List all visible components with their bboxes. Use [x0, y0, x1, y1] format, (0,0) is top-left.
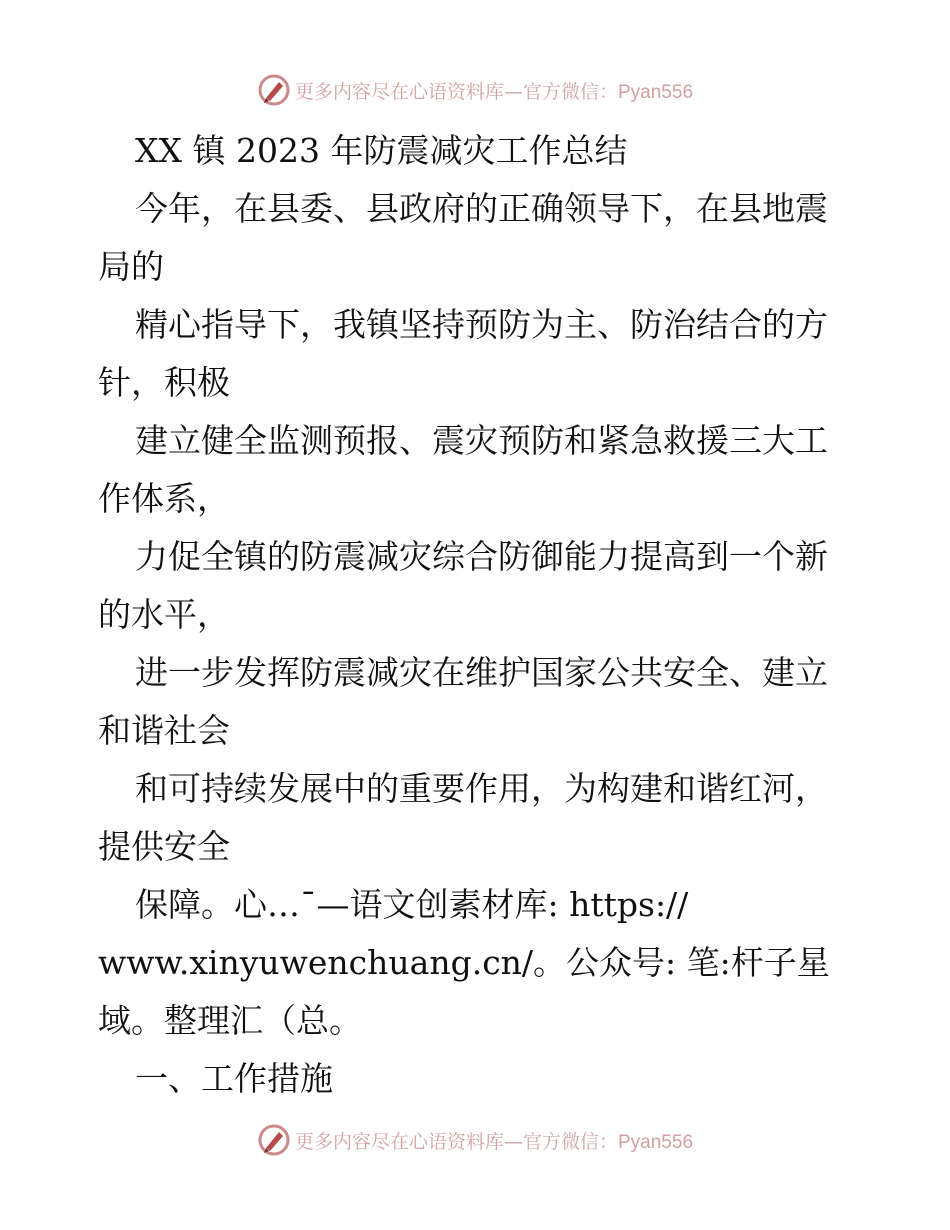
- paragraph-line: 作体系，: [98, 479, 230, 518]
- footer-watermark: [0, 1122, 950, 1158]
- watermark-slogan: 更多内容尽在心语资料库: [294, 80, 504, 103]
- paragraph-line: 精心指导下，我镇坚持预防为主、防治结合的方: [135, 305, 828, 344]
- watermark-wechat-id: Pyan556: [618, 1131, 694, 1153]
- section-heading: 一、工作措施: [135, 1059, 333, 1098]
- paragraph-line: www.xinyuwenchuang.cn/。公众号: 笔:杆子星: [98, 943, 830, 982]
- pen-logo-icon: [257, 73, 291, 107]
- header-watermark: [0, 72, 950, 108]
- watermark-dash: —: [503, 1130, 523, 1153]
- watermark-text: [295, 77, 693, 104]
- paragraph-line: 建立健全监测预报、震灾预防和紧急救援三大工: [135, 421, 828, 460]
- watermark-official-label: 官方微信：: [522, 80, 618, 103]
- paragraph-line: 和谐社会: [98, 711, 230, 750]
- paragraph-line: 域。整理汇（总。: [98, 1001, 362, 1040]
- paragraph-line: 和可持续发展中的重要作用，为构建和谐红河，: [135, 769, 828, 808]
- paragraph-line: 今年，在县委、县政府的正确领导下，在县地震: [135, 189, 828, 228]
- paragraph-line: 进一步发挥防震减灾在维护国家公共安全、建立: [135, 653, 828, 692]
- paragraph-line: 的水平，: [98, 595, 230, 634]
- pen-logo-icon: [257, 1123, 291, 1157]
- watermark-text: [295, 1127, 693, 1154]
- watermark-official-label: 官方微信：: [522, 1130, 618, 1153]
- document-title: XX 镇 2023 年防震减灾工作总结: [135, 131, 628, 170]
- watermark-wechat-id: Pyan556: [618, 81, 694, 103]
- document-body: [98, 122, 858, 1108]
- paragraph-line: 力促全镇的防震减灾综合防御能力提高到一个新: [135, 537, 828, 576]
- paragraph-line: 保障。心…¯—语文创素材库: https://: [135, 885, 689, 924]
- paragraph-line: 局的: [98, 247, 164, 286]
- paragraph-line: 提供安全: [98, 827, 230, 866]
- watermark-dash: —: [503, 80, 523, 103]
- paragraph-line: 针，积极: [98, 363, 230, 402]
- watermark-slogan: 更多内容尽在心语资料库: [294, 1130, 504, 1153]
